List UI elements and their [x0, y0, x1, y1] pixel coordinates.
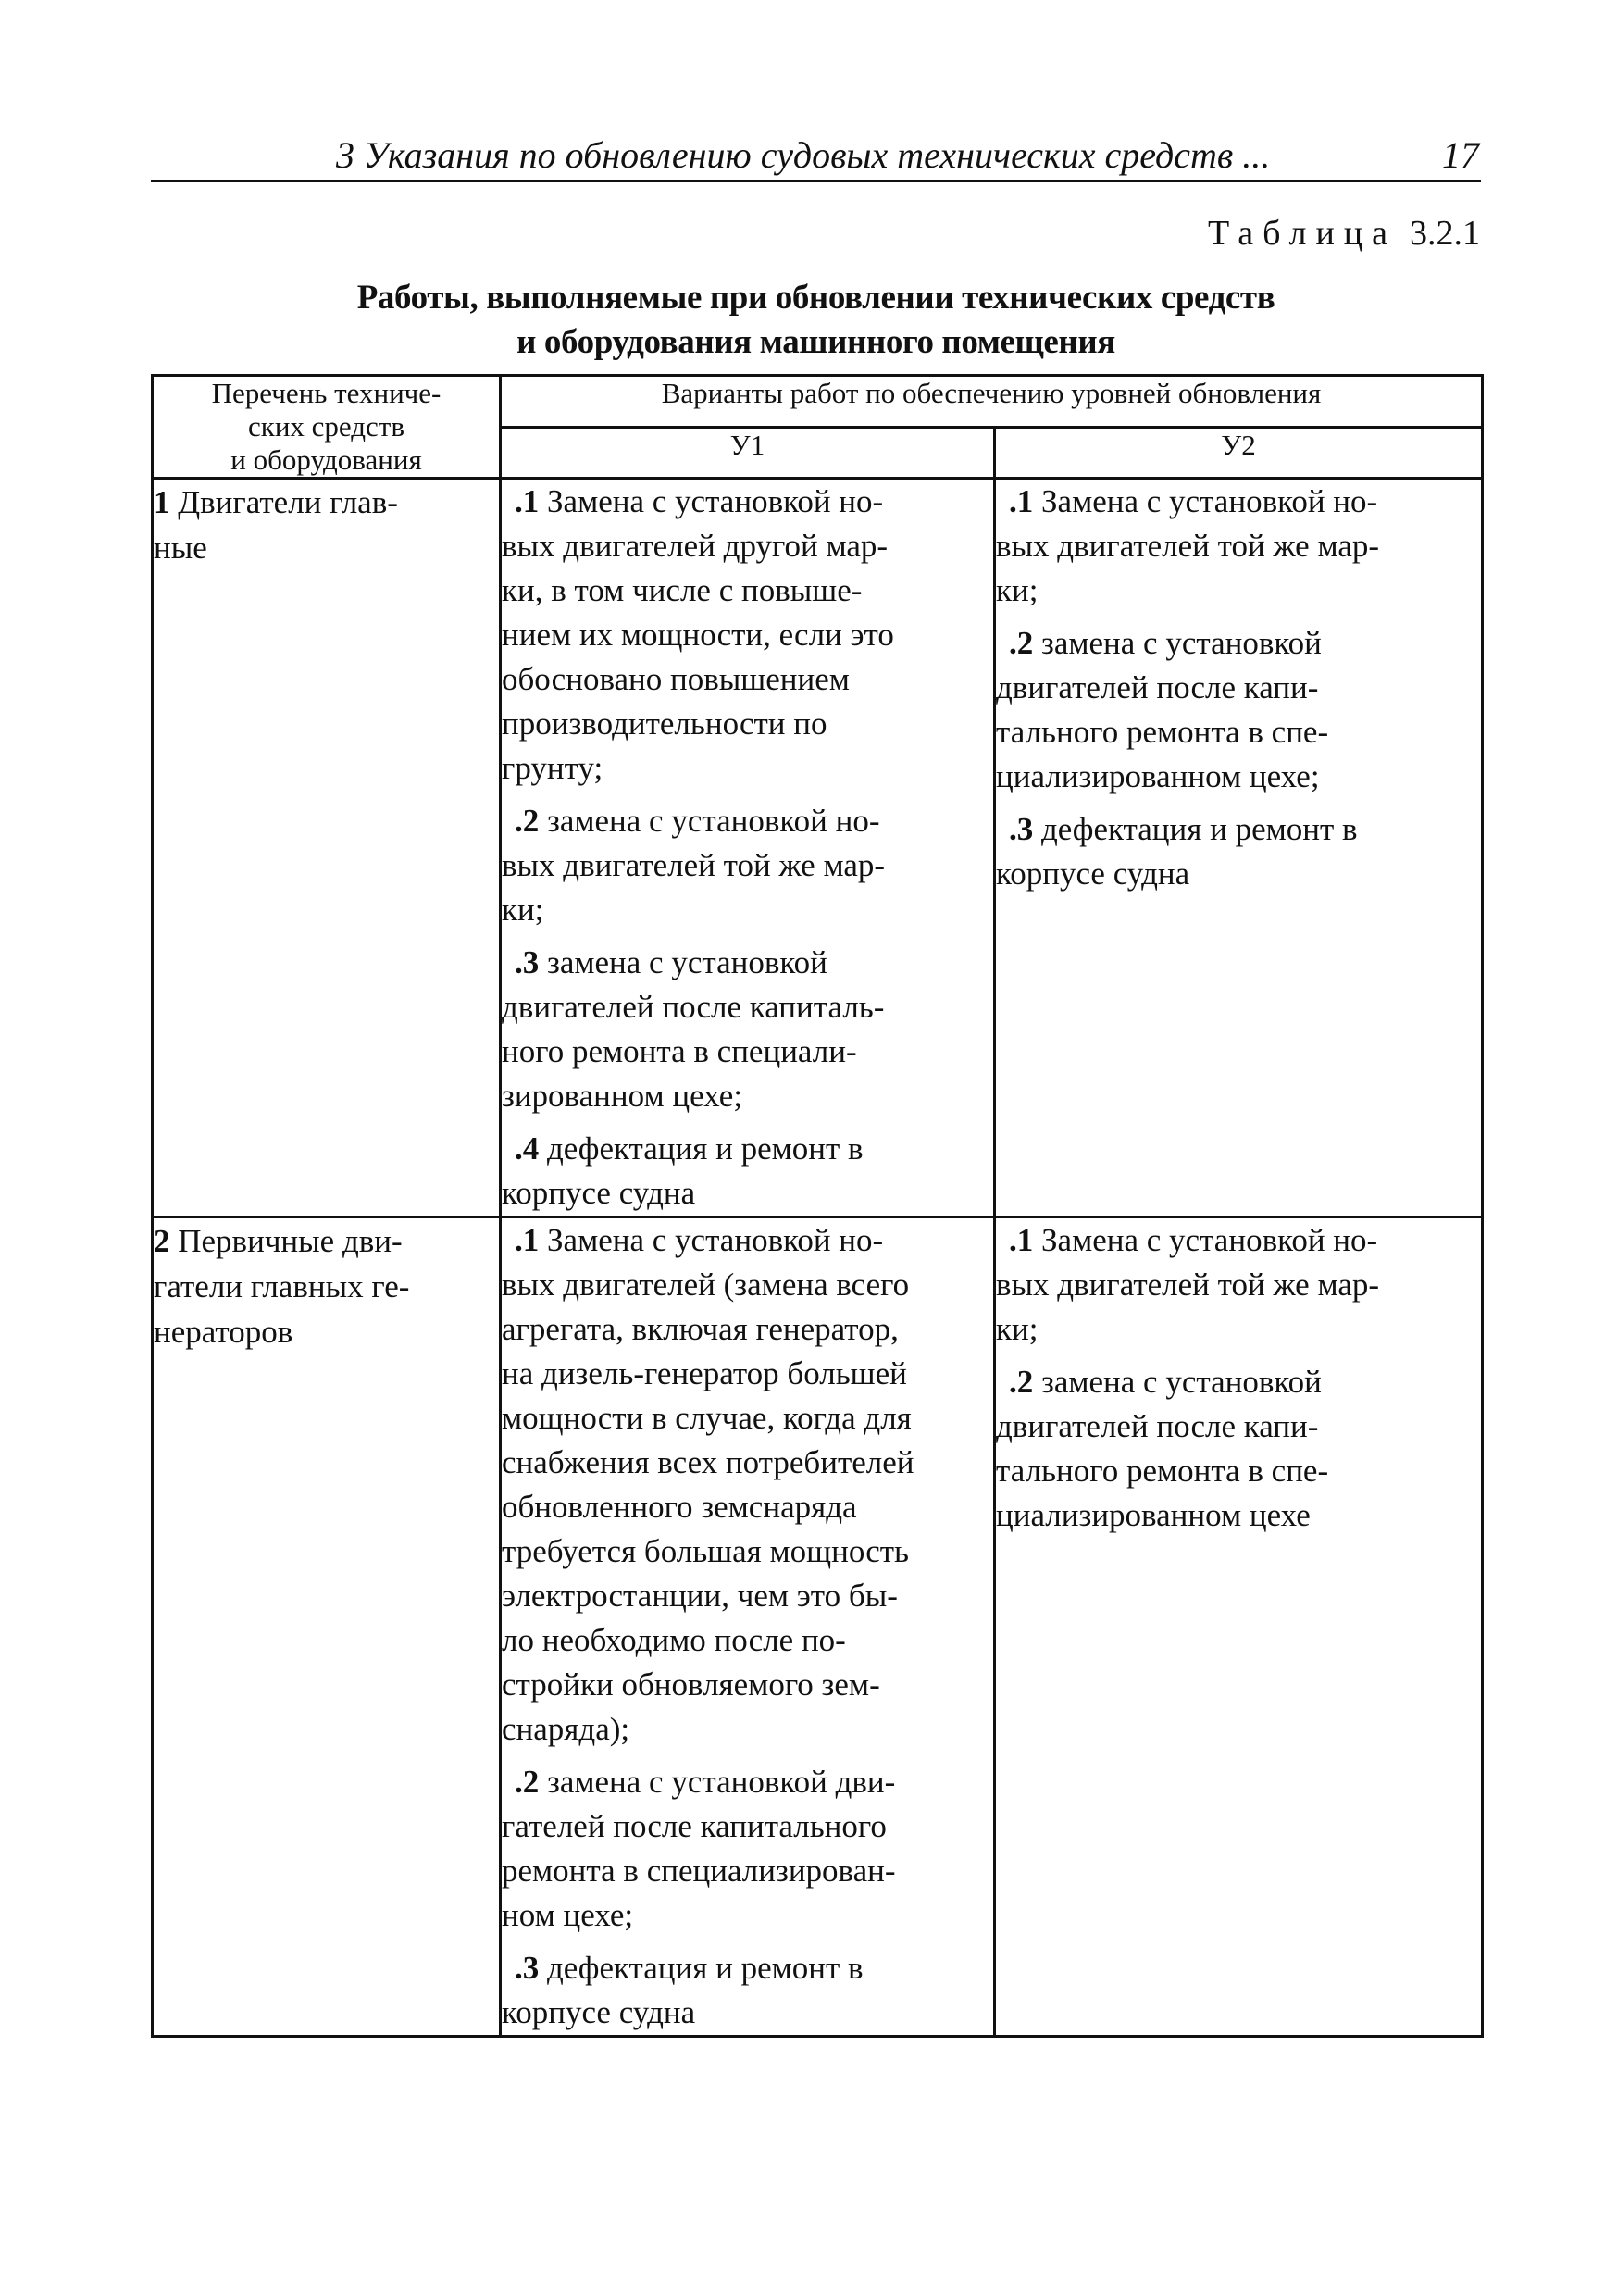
work-text: зированном цехе; — [502, 1078, 743, 1114]
work-text: замена с установкой — [539, 944, 827, 980]
work-text: замена с установкой — [1033, 1364, 1322, 1400]
work-text: ки; — [502, 892, 544, 928]
work-text: мощности в случае, когда для — [502, 1400, 912, 1436]
work-text: замена с установкой но- — [539, 803, 880, 839]
work-number: .1 — [515, 1222, 540, 1258]
work-entry — [502, 1127, 993, 1216]
work-text: Замена с установкой но- — [1033, 1222, 1378, 1258]
table-label-word: Таблица — [1207, 214, 1397, 253]
work-text: замена с установкой дви- — [539, 1764, 896, 1800]
work-number: .2 — [515, 1764, 540, 1800]
work-entry — [502, 1946, 993, 2035]
work-entry — [502, 1218, 993, 1752]
header-variants: Варианты работ по обеспечению уровней обновления — [501, 376, 1483, 428]
page-number: 17 — [1442, 134, 1479, 176]
work-entry — [996, 807, 1481, 896]
work-text: двигателей после капи- — [996, 1408, 1319, 1444]
work-text: циализированном цехе; — [996, 758, 1320, 794]
table-title-line: Работы, выполняемые при обновлении технических средств — [356, 279, 1275, 317]
work-text: стройки обновляемого зем- — [502, 1666, 880, 1703]
work-text: вых двигателей той же мар- — [996, 528, 1380, 564]
work-text: на дизель-генератор большей — [502, 1355, 907, 1391]
work-text: ки, в том числе с повыше- — [502, 572, 863, 608]
work-text: Замена с установкой но- — [1033, 483, 1378, 519]
work-text: требуется большая мощность — [502, 1533, 910, 1569]
work-number: .1 — [1009, 1222, 1034, 1258]
work-number: .3 — [515, 1950, 540, 1986]
equipment-item — [153, 1217, 501, 2037]
work-text: ремонта в специализирован- — [502, 1853, 896, 1889]
work-number: .3 — [1009, 811, 1034, 847]
work-text: ном цехе; — [502, 1897, 634, 1933]
work-entry — [502, 1760, 993, 1938]
work-text: двигателей после капиталь- — [502, 989, 885, 1025]
item-text: гатели главных ге- — [154, 1268, 410, 1304]
header-line: и оборудования — [230, 443, 422, 476]
work-text: корпусе судна — [996, 855, 1190, 892]
works-u2 — [995, 1217, 1483, 2037]
item-text: ные — [154, 530, 207, 566]
work-entry — [502, 941, 993, 1118]
work-text: нием их мощности, если это — [502, 617, 894, 653]
equipment-item — [153, 479, 501, 1217]
header-level-u1: У1 — [501, 427, 995, 479]
work-text: циализированном цехе — [996, 1497, 1311, 1533]
item-text: Первичные дви- — [169, 1223, 403, 1259]
item-text: нераторов — [154, 1314, 293, 1350]
work-text: ного ремонта в специали- — [502, 1033, 857, 1069]
work-text: ки; — [996, 572, 1039, 608]
table-label — [1208, 213, 1480, 254]
header-row — [153, 376, 1483, 428]
work-text: тального ремонта в спе- — [996, 1453, 1329, 1489]
work-entry — [502, 480, 993, 791]
work-number: .2 — [1009, 625, 1034, 661]
table-row — [153, 479, 1483, 1217]
work-text: обосновано повышением — [502, 661, 850, 697]
work-text: гателей после капитального — [502, 1808, 887, 1844]
work-text: дефектация и ремонт в — [539, 1130, 864, 1167]
work-entry — [996, 1218, 1481, 1352]
item-text: Двигатели глав- — [169, 484, 398, 520]
work-text: вых двигателей той же мар- — [502, 847, 886, 883]
work-entry — [502, 799, 993, 932]
work-text: корпусе судна — [502, 1994, 696, 2030]
table-row — [153, 1217, 1483, 2037]
work-number: .1 — [1009, 483, 1034, 519]
work-entry — [996, 480, 1481, 613]
works-u2 — [995, 479, 1483, 1217]
work-entry — [996, 621, 1481, 799]
work-text: производительности по — [502, 705, 827, 742]
work-text: дефектация и ремонт в — [539, 1950, 864, 1986]
work-text: обновленного земснаряда — [502, 1489, 857, 1525]
work-text: грунту; — [502, 750, 603, 786]
running-head — [151, 128, 1481, 182]
work-text: вых двигателей (замена всего — [502, 1267, 910, 1303]
work-text: дефектация и ремонт в — [1033, 811, 1358, 847]
work-text: снабжения всех потребителей — [502, 1444, 914, 1480]
work-number: .1 — [515, 483, 540, 519]
work-text: Замена с установкой но- — [539, 483, 884, 519]
work-number: .3 — [515, 944, 540, 980]
work-number: .2 — [515, 803, 540, 839]
table-title-line: и оборудования машинного помещения — [516, 323, 1115, 361]
work-text: электростанции, чем это бы- — [502, 1578, 898, 1614]
item-number: 2 — [154, 1223, 170, 1259]
work-text: тального ремонта в спе- — [996, 714, 1329, 750]
work-number: .2 — [1009, 1364, 1034, 1400]
header-line: Перечень техниче- — [211, 377, 442, 409]
header-line: ских средств — [248, 410, 404, 443]
work-text: снаряда); — [502, 1711, 630, 1747]
work-entry — [996, 1360, 1481, 1538]
works-u1 — [501, 479, 995, 1217]
header-level-u2: У2 — [995, 427, 1483, 479]
running-head-title: 3 Указания по обновлению судовых технических средств ... — [336, 134, 1271, 176]
work-text: ло необходимо после по- — [502, 1622, 846, 1658]
work-text: агрегата, включая генератор, — [502, 1311, 899, 1347]
header-equipment-list — [153, 376, 501, 479]
work-text: Замена с установкой но- — [539, 1222, 884, 1258]
works-table — [151, 374, 1484, 2038]
work-text: вых двигателей той же мар- — [996, 1267, 1380, 1303]
table-title — [151, 276, 1481, 365]
work-text: корпусе судна — [502, 1175, 696, 1211]
work-number: .4 — [515, 1130, 540, 1167]
work-text: двигателей после капи- — [996, 669, 1319, 705]
works-u1 — [501, 1217, 995, 2037]
work-text: ки; — [996, 1311, 1039, 1347]
item-number: 1 — [154, 484, 170, 520]
work-text: вых двигателей другой мар- — [502, 528, 889, 564]
work-text: замена с установкой — [1033, 625, 1322, 661]
table-label-number: 3.2.1 — [1410, 214, 1480, 253]
